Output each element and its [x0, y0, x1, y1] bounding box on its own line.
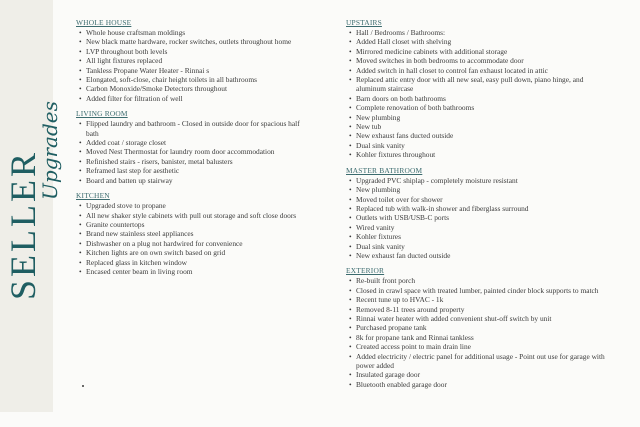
- list-item: • Recent tune up to HVAC - 1k: [356, 295, 614, 304]
- list-item: • Dual sink vanity: [356, 242, 614, 251]
- list-item: • All light fixtures replaced: [86, 56, 308, 65]
- section-heading: MASTER BATHROOM: [346, 165, 423, 175]
- list-item: • Flipped laundry and bathroom - Closed in outside door for spacious half bath: [86, 119, 308, 138]
- section-heading: EXTERIOR: [346, 266, 385, 276]
- list-item: • Reframed last step for aesthetic: [86, 166, 308, 175]
- section-exterior: [346, 266, 614, 389]
- list-item: • Purchased propane tank: [356, 323, 614, 332]
- list-item: • Tankless Propane Water Heater - Rinnai s: [86, 66, 308, 75]
- list-item: • Moved toilet over for shower: [356, 195, 614, 204]
- section-living-room: [76, 109, 308, 185]
- list-item: • Kitchen lights are on own switch based on grid: [86, 248, 308, 257]
- list-item: • Replaced attic entry door with all new seal, easy pull down, piano hinge, and aluminum staircase: [356, 75, 614, 94]
- list-item: • Upgraded PVC shiplap - completely moisture resistant: [356, 176, 614, 185]
- section-upstairs: [346, 18, 614, 160]
- bullet-list: [76, 119, 308, 185]
- stray-bullet-mark: [82, 385, 84, 387]
- list-item: • Re-built front porch: [356, 276, 614, 285]
- bullet-list: [346, 276, 614, 389]
- list-item: • Replaced glass in kitchen window: [86, 258, 308, 267]
- bullet-list: [346, 28, 614, 160]
- list-item: • New tub: [356, 122, 614, 131]
- list-item: • New plumbing: [356, 113, 614, 122]
- left-column: [76, 18, 308, 282]
- list-item: • New exhaust fan ducted outside: [356, 251, 614, 260]
- section-whole-house: [76, 18, 308, 103]
- list-item: • Wired vanity: [356, 223, 614, 232]
- list-item: • Hall / Bedrooms / Bathrooms:: [356, 28, 614, 37]
- list-item: • Refinished stairs - risers, banister, metal balusters: [86, 157, 308, 166]
- list-item: • Insulated garage door: [356, 370, 614, 379]
- list-item: • Mirrored medicine cabinets with additional storage: [356, 47, 614, 56]
- list-item: • 8k for propane tank and Rinnai tankless: [356, 333, 614, 342]
- list-item: • Kohler fixtures: [356, 232, 614, 241]
- list-item: • Added Hall closet with shelving: [356, 37, 614, 46]
- upgrades-script-title: Upgrades: [38, 101, 62, 200]
- list-item: • Added coat / storage closet: [86, 138, 308, 147]
- list-item: • Outlets with USB/USB-C ports: [356, 213, 614, 222]
- section-heading: UPSTAIRS: [346, 18, 382, 27]
- list-item: • Removed 8-11 trees around property: [356, 305, 614, 314]
- list-item: • Board and batten up stairway: [86, 176, 308, 185]
- list-item: • Added filter for filtration of well: [86, 94, 308, 103]
- bullet-list: [346, 176, 614, 261]
- list-item: • LVP throughout both levels: [86, 47, 308, 56]
- list-item: • Kohler fixtures throughout: [356, 150, 614, 159]
- seller-title: SELLER: [3, 150, 43, 300]
- list-item: • New plumbing: [356, 185, 614, 194]
- list-item: • Dual sink vanity: [356, 141, 614, 150]
- section-master-bathroom: [346, 166, 614, 261]
- list-item: • Whole house craftsman moldings: [86, 28, 308, 37]
- bullet-list: [76, 28, 308, 103]
- list-item: • Moved switches in both bedrooms to accommodate door: [356, 56, 614, 65]
- list-item: • Dishwasher on a plug not hardwired for convenience: [86, 239, 308, 248]
- list-item: • Carbon Monoxide/Smoke Detectors throughout: [86, 84, 308, 93]
- right-column: [346, 18, 614, 395]
- section-heading: KITCHEN: [76, 191, 110, 201]
- bullet-list: [76, 201, 308, 276]
- list-item: • Encased center beam in living room: [86, 267, 308, 276]
- list-item: • Created access point to main drain line: [356, 342, 614, 351]
- list-item: • Moved Nest Thermostat for laundry room door accommodation: [86, 147, 308, 156]
- list-item: • Added switch in hall closet to control fan exhaust located in attic: [356, 66, 614, 75]
- list-item: • Closed in crawl space with treated lumber, painted cinder block supports to match: [356, 286, 614, 295]
- list-item: • Complete renovation of both bathrooms: [356, 103, 614, 112]
- list-item: • Brand new stainless steel appliances: [86, 229, 308, 238]
- section-heading: WHOLE HOUSE: [76, 18, 132, 27]
- list-item: • Replaced tub with walk-in shower and fiberglass surround: [356, 204, 614, 213]
- list-item: • New black matte hardware, rocker switches, outlets throughout home: [86, 37, 308, 46]
- list-item: • Added electricity / electric panel for additional usage - Point out use for garage with power added: [356, 352, 614, 371]
- list-item: • Elongated, soft-close, chair height toilets in all bathrooms: [86, 75, 308, 84]
- list-item: • Rinnai water heater with added convenient shut-off switch by unit: [356, 314, 614, 323]
- list-item: • Granite countertops: [86, 220, 308, 229]
- list-item: • New exhaust fans ducted outside: [356, 131, 614, 140]
- section-kitchen: [76, 191, 308, 276]
- list-item: • Bluetooth enabled garage door: [356, 380, 614, 389]
- section-heading: LIVING ROOM: [76, 109, 128, 119]
- list-item: • All new shaker style cabinets with pull out storage and soft close doors: [86, 211, 308, 220]
- list-item: • Barn doors on both bathrooms: [356, 94, 614, 103]
- list-item: • Upgraded stove to propane: [86, 201, 308, 210]
